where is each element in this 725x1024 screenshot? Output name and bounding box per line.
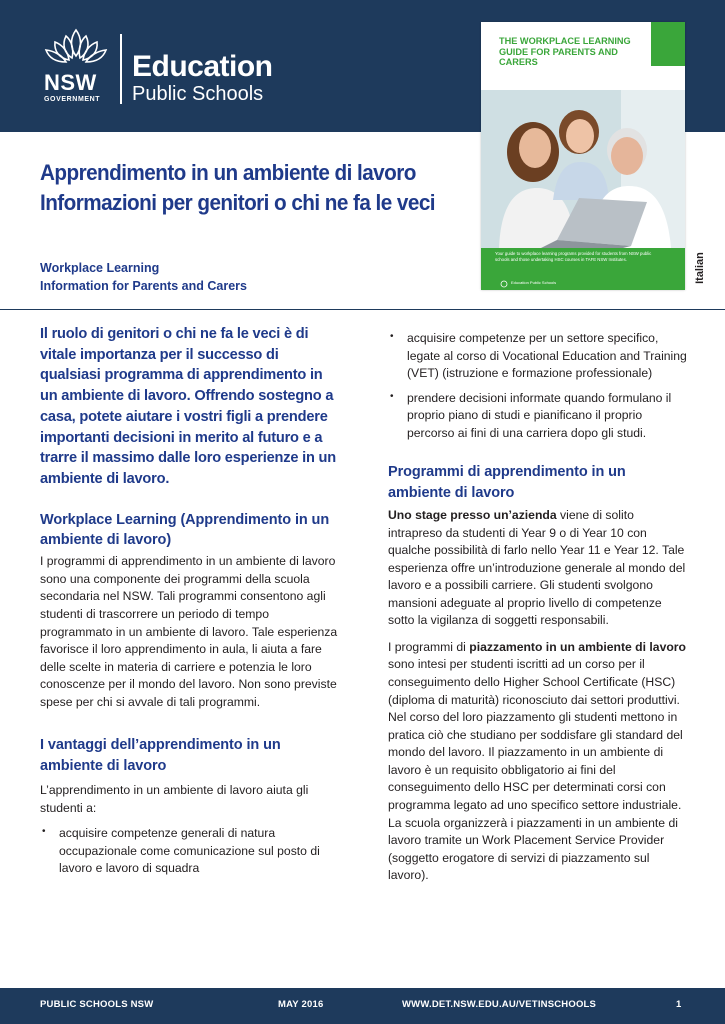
work-placement-text: sono intesi per studenti iscritti ad un corso per il conseguimento dello Higher School Certificate (HSC) (diploma di maturità) riconosciuto dai settori produttivi. Nel corso del loro piazzamento gli studenti mettono in pratica ciò che studiano per soddisfare gli standard del mondo del lavoro. Il piazzamento in un ambiente di lavoro è un requisito obbligatorio ai fini del conseguimento dello HSC per determinati corsi con programma legato ad uno specifico settore industriale. La scuola organizzerà i piazzamenti in un ambiente di lavoro tramite un Work Placement Service Provider (soggetto erogatore di servizi di piazzamento sul lavoro). <box>388 657 683 883</box>
benefits-list <box>40 825 340 878</box>
footer-org: PUBLIC SCHOOLS NSW <box>40 999 154 1010</box>
list-item: • prendere decisioni informate quando formulano il proprio piano di studi e pianificano il proprio percorso ai fini di una carriera dopo gli studi. <box>388 390 688 443</box>
brand-subtitle: Public Schools <box>132 83 264 105</box>
cover-accent-stripe <box>651 22 685 66</box>
title-line-1: Apprendimento in un ambiente di lavoro <box>40 160 416 185</box>
logo-divider <box>120 34 122 104</box>
subtitle-line-2: Information for Parents and Carers <box>40 279 247 294</box>
paragraph-work-experience <box>388 507 688 630</box>
subtitle-line-1: Workplace Learning <box>40 261 160 275</box>
language-label: Italian <box>694 252 706 284</box>
section-body-workplace-learning: I programmi di apprendimento in un ambiente di lavoro sono una componente dei programmi della scuola secondaria nel NSW. Tali programmi consentono agli studenti di trascorrere un periodo di tempo programmato in un ambiente di lavoro. Tale esperienza favorisce il loro apprendimento in aula, li aiuta a fare delle scelte in materia di carriere e potenzia le loro conoscenze per il mondo del lavoro. Non sono previste spese per chi si avvale di tali programmi. <box>40 554 338 709</box>
footer-date: MAY 2016 <box>278 999 324 1010</box>
page-title <box>40 158 445 218</box>
cover-title: THE WORKPLACE LEARNING GUIDE FOR PARENTS AND CARERS <box>499 36 631 68</box>
footer-url[interactable]: WWW.DET.NSW.EDU.AU/VETINSCHOOLS <box>402 999 597 1010</box>
left-column <box>40 324 340 878</box>
list-item: • acquisire competenze generali di natura occupazionale come comunicazione sul posto di lavoro e lavoro di squadra <box>40 825 340 878</box>
list-item: • acquisire competenze per un settore specifico, legate al corso di Vocational Education and Training (VET) (istruzione e formazione professionale) <box>388 330 688 383</box>
paragraph-work-placement <box>388 639 688 885</box>
cover-waratah-icon <box>499 280 545 288</box>
section-heading-benefits: I vantaggi dell’apprendimento in un ambiente di lavoro <box>40 737 281 774</box>
title-line-2: Informazioni per genitori o chi ne fa le veci <box>40 189 435 215</box>
work-placement-lead: I programmi di <box>388 639 470 654</box>
benefits-intro: L’apprendimento in un ambiente di lavoro aiuta gli studenti a: <box>40 783 309 815</box>
page-number: 1 <box>676 999 682 1010</box>
work-experience-term: Uno stage presso un’azienda <box>388 507 557 522</box>
section-divider <box>0 309 725 310</box>
benefits-list-continued <box>388 330 688 442</box>
lead-paragraph: Il ruolo di genitori o chi ne fa le veci è di vitale importanza per il successo di qualsiasi programma di apprendimento in un ambiente di lavoro. Offrendo sostegno a casa, potete aiutare i vostri figli a prendere importanti decisioni in merito al futuro e a trarre il massimo dalle loro esperienze in un ambiente di lavoro. <box>40 326 336 488</box>
right-column <box>388 330 688 885</box>
family-photo-illustration <box>481 90 685 248</box>
work-experience-text: viene di solito intrapreso da studenti di Year 9 o di Year 10 con qualche possibilità di farlo nello Year 11 e Year 12. Tale esperienza offre un’introduzione generale al mondo del lavoro e a possibili carriere. Gli studenti svolgono mansioni adeguate al proprio livello di competenze sotto la vigilanza di soggetti responsabili. <box>388 507 686 628</box>
nsw-wordmark: NSW <box>44 70 97 95</box>
guide-cover-image <box>481 22 685 290</box>
footer-bar <box>0 988 725 1024</box>
language-tag <box>689 244 709 294</box>
cover-photo <box>481 90 685 248</box>
government-wordmark: GOVERNMENT <box>44 96 101 103</box>
section-heading-programs: Programmi di apprendimento in un ambiente di lavoro <box>388 464 626 501</box>
cover-logo-text: Education Public Schools <box>511 280 557 285</box>
cover-caption: Your guide to workplace learning programs provided for students from NSW public schools and those undertaking HSC courses in TAFE NSW Institutes. <box>495 251 652 262</box>
brand-title: Education <box>132 50 273 83</box>
section-heading-workplace-learning: Workplace Learning (Apprendimento in un ambiente di lavoro) <box>40 511 330 549</box>
page-subtitle <box>40 259 247 295</box>
work-placement-term: piazzamento in un ambiente di lavoro <box>469 639 686 654</box>
